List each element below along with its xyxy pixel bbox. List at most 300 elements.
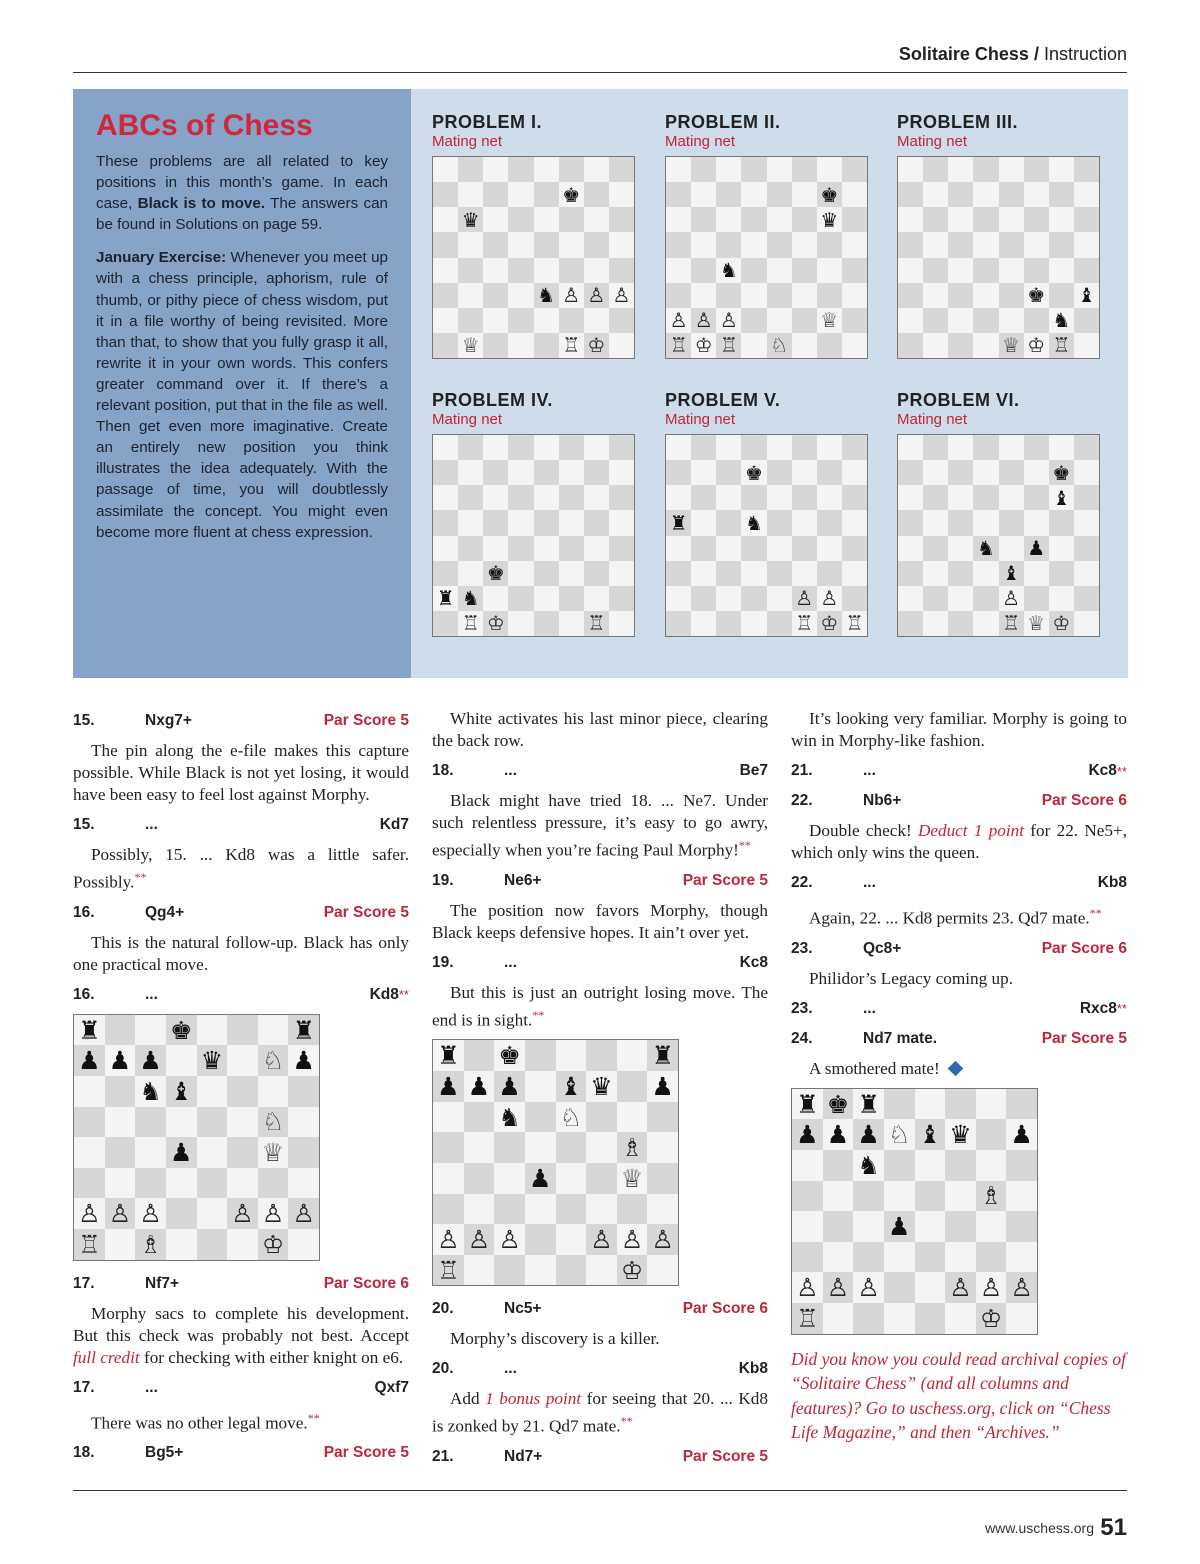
board-square xyxy=(1049,308,1074,333)
board-square xyxy=(945,1303,976,1334)
board-square xyxy=(458,586,483,611)
board-square xyxy=(105,1076,136,1107)
par-score: Par Score 5 xyxy=(323,903,409,921)
board-square xyxy=(898,611,923,636)
board-square xyxy=(842,308,867,333)
white-bishop-icon: ♗ xyxy=(979,1181,1003,1211)
chess-board xyxy=(897,434,1100,637)
board-square xyxy=(464,1071,495,1102)
board-square xyxy=(586,1224,617,1255)
chess-board xyxy=(432,434,635,637)
board-square xyxy=(1024,586,1049,611)
board-square xyxy=(433,586,458,611)
abc-exercise xyxy=(96,247,388,542)
answer-mark: ** xyxy=(738,838,751,852)
board-square xyxy=(433,1132,464,1163)
black-bishop-icon: ♝ xyxy=(559,1071,583,1101)
black-rook-icon: ♜ xyxy=(436,586,455,611)
problem-subtitle: Mating net xyxy=(897,411,968,428)
board-square xyxy=(884,1181,915,1212)
move-line xyxy=(791,790,1127,812)
board-square xyxy=(823,1303,854,1334)
board-square xyxy=(508,157,533,182)
board-square xyxy=(433,435,458,460)
game-diagram xyxy=(791,1088,1038,1335)
abc-intro xyxy=(96,151,388,235)
board-square xyxy=(1074,182,1099,207)
board-square xyxy=(584,561,609,586)
black-pawn-icon: ♟ xyxy=(169,1138,193,1168)
board-square xyxy=(534,283,559,308)
white-pawn-icon: ♙ xyxy=(820,586,839,611)
board-square xyxy=(1049,435,1074,460)
move: Qc8+ xyxy=(863,939,902,957)
move: Nf7+ xyxy=(145,1274,180,1292)
board-square xyxy=(458,435,483,460)
black-pawn-icon: ♟ xyxy=(528,1163,552,1193)
move: Ne6+ xyxy=(504,871,542,889)
move-line xyxy=(791,760,1127,782)
commentary: White activates his last minor piece, clearing the back row. xyxy=(432,709,768,750)
board-square xyxy=(741,333,766,358)
white-knight-icon: ♘ xyxy=(261,1046,285,1076)
board-square xyxy=(817,207,842,232)
board-square xyxy=(227,1229,258,1260)
board-square xyxy=(1074,485,1099,510)
board-square xyxy=(792,536,817,561)
white-pawn-icon: ♙ xyxy=(498,1225,521,1255)
move-number: 17. xyxy=(73,1274,95,1292)
board-square xyxy=(1074,611,1099,636)
white-pawn-icon: ♙ xyxy=(587,283,606,308)
board-square xyxy=(227,1198,258,1229)
board-square xyxy=(1074,561,1099,586)
board-square xyxy=(973,232,998,257)
board-square xyxy=(1074,435,1099,460)
board-square xyxy=(898,460,923,485)
board-square xyxy=(999,182,1024,207)
board-square xyxy=(999,232,1024,257)
board-square xyxy=(1006,1303,1037,1334)
board-square xyxy=(817,510,842,535)
black-king-icon: ♚ xyxy=(1027,283,1046,308)
board-square xyxy=(1049,510,1074,535)
board-square xyxy=(556,1224,587,1255)
board-square xyxy=(647,1194,678,1225)
board-square xyxy=(483,460,508,485)
board-square xyxy=(973,561,998,586)
board-square xyxy=(534,258,559,283)
board-square xyxy=(976,1150,1007,1181)
board-square xyxy=(898,258,923,283)
board-square xyxy=(973,586,998,611)
board-square xyxy=(197,1076,228,1107)
board-square xyxy=(559,510,584,535)
board-square xyxy=(609,333,634,358)
board-square xyxy=(74,1168,105,1199)
board-square xyxy=(197,1015,228,1046)
board-square xyxy=(999,333,1024,358)
move: Qg4+ xyxy=(145,903,185,921)
board-square xyxy=(74,1076,105,1107)
board-square xyxy=(525,1163,556,1194)
board-square xyxy=(948,460,973,485)
board-square xyxy=(508,182,533,207)
board-square xyxy=(817,435,842,460)
black-pawn-icon: ♟ xyxy=(498,1071,521,1101)
black-knight-icon: ♞ xyxy=(857,1150,880,1180)
board-square xyxy=(666,611,691,636)
board-square xyxy=(105,1045,136,1076)
board-square xyxy=(609,308,634,333)
chess-board xyxy=(432,156,635,359)
board-square xyxy=(227,1107,258,1138)
black-pawn-icon: ♟ xyxy=(292,1046,315,1076)
board-square xyxy=(483,157,508,182)
white-pawn-icon: ♙ xyxy=(467,1225,491,1255)
board-square xyxy=(716,536,741,561)
problem-subtitle: Mating net xyxy=(432,133,503,150)
board-square xyxy=(534,561,559,586)
board-square xyxy=(1006,1089,1037,1120)
board-square xyxy=(483,283,508,308)
white-rook-icon: ♖ xyxy=(796,1303,819,1333)
black-bishop-icon: ♝ xyxy=(1077,283,1096,308)
white-pawn-icon: ♙ xyxy=(719,308,738,333)
board-square xyxy=(525,1224,556,1255)
board-square xyxy=(1006,1242,1037,1273)
board-square xyxy=(609,611,634,636)
board-square xyxy=(915,1150,946,1181)
board-square xyxy=(556,1132,587,1163)
black-pawn-icon: ♟ xyxy=(887,1212,911,1242)
problem-title: PROBLEM IV. xyxy=(432,390,553,410)
bonus-note: 1 bonus point xyxy=(485,1389,582,1409)
board-square xyxy=(853,1089,884,1120)
white-king-icon: ♔ xyxy=(820,611,839,636)
board-square xyxy=(999,435,1024,460)
board-square xyxy=(792,485,817,510)
board-square xyxy=(1049,460,1074,485)
board-square xyxy=(915,1303,946,1334)
commentary-text: Morphy sacs to complete his development. But this check was probably not best. Accept xyxy=(73,1303,409,1345)
board-square xyxy=(948,207,973,232)
board-square xyxy=(559,157,584,182)
board-square xyxy=(586,1163,617,1194)
white-pawn-icon: ♙ xyxy=(826,1273,850,1303)
board-square xyxy=(135,1045,166,1076)
board-square xyxy=(884,1150,915,1181)
board-square xyxy=(525,1132,556,1163)
white-rook-icon: ♖ xyxy=(719,333,738,358)
black-bishop-icon: ♝ xyxy=(918,1120,942,1150)
move-number: 20. xyxy=(432,1360,454,1378)
board-square xyxy=(483,258,508,283)
board-square xyxy=(508,258,533,283)
chess-board xyxy=(897,156,1100,359)
commentary xyxy=(791,902,1127,930)
par-score: Par Score 5 xyxy=(682,871,768,889)
board-square xyxy=(258,1229,289,1260)
move-line xyxy=(73,984,409,1006)
page-header xyxy=(73,44,1127,73)
white-knight-icon: ♘ xyxy=(770,333,789,358)
board-square xyxy=(433,1194,464,1225)
board-square xyxy=(842,536,867,561)
board-square xyxy=(973,258,998,283)
board-square xyxy=(999,460,1024,485)
board-square xyxy=(817,157,842,182)
answer-mark: ** xyxy=(620,1414,633,1429)
board-square xyxy=(1024,283,1049,308)
white-rook-icon: ♖ xyxy=(437,1255,460,1285)
board-square xyxy=(135,1137,166,1168)
board-square xyxy=(792,333,817,358)
board-square xyxy=(1024,207,1049,232)
board-square xyxy=(948,435,973,460)
page-number: 51 xyxy=(1100,1514,1127,1541)
board-square xyxy=(666,485,691,510)
board-square xyxy=(976,1119,1007,1150)
black-bishop-icon: ♝ xyxy=(1002,561,1021,586)
board-square xyxy=(716,485,741,510)
board-square xyxy=(483,561,508,586)
black-rook-icon: ♜ xyxy=(437,1041,460,1071)
move-line xyxy=(73,902,409,924)
board-square xyxy=(853,1181,884,1212)
board-square xyxy=(973,536,998,561)
black-knight-icon: ♞ xyxy=(719,258,738,283)
board-square xyxy=(666,157,691,182)
board-square xyxy=(1049,182,1074,207)
board-square xyxy=(948,333,973,358)
board-square xyxy=(166,1137,197,1168)
board-square xyxy=(898,283,923,308)
board-square xyxy=(666,333,691,358)
board-square xyxy=(792,460,817,485)
board-square xyxy=(1049,207,1074,232)
commentary: It’s looking very familiar. Morphy is going to win in Morphy-like fashion. xyxy=(791,709,1127,750)
board-square xyxy=(494,1040,525,1071)
board-square xyxy=(494,1194,525,1225)
commentary: The position now favors Morphy, though Black keeps defensive hopes. It ain’t over yet. xyxy=(432,900,768,942)
commentary xyxy=(791,1058,1127,1080)
board-square xyxy=(433,1224,464,1255)
board-square xyxy=(716,308,741,333)
board-square xyxy=(1074,460,1099,485)
commentary: Philidor’s Legacy coming up. xyxy=(809,968,1013,988)
problem-title: PROBLEM VI. xyxy=(897,390,1020,410)
board-square xyxy=(559,611,584,636)
board-square xyxy=(716,460,741,485)
board-square xyxy=(584,485,609,510)
white-rook-icon: ♖ xyxy=(78,1229,101,1259)
move-line xyxy=(73,710,409,732)
board-square xyxy=(433,1102,464,1133)
white-bishop-icon: ♗ xyxy=(620,1133,644,1163)
move-line xyxy=(432,870,768,892)
board-square xyxy=(559,536,584,561)
board-square xyxy=(1024,510,1049,535)
commentary-text: There was no other legal move. xyxy=(91,1413,308,1433)
white-pawn-icon: ♙ xyxy=(651,1225,674,1255)
black-pawn-icon: ♟ xyxy=(1027,536,1046,561)
board-square xyxy=(691,510,716,535)
move: ... xyxy=(863,874,876,891)
board-square xyxy=(691,561,716,586)
board-square xyxy=(135,1107,166,1138)
board-square xyxy=(1024,308,1049,333)
white-knight-icon: ♘ xyxy=(559,1102,583,1132)
board-square xyxy=(898,308,923,333)
board-square xyxy=(691,611,716,636)
board-square xyxy=(534,157,559,182)
commentary: This is the natural follow-up. Black has only one practical move. xyxy=(73,932,409,974)
board-square xyxy=(609,561,634,586)
board-square xyxy=(999,207,1024,232)
par-score: Par Score 5 xyxy=(682,1448,768,1466)
board-square xyxy=(923,611,948,636)
board-square xyxy=(666,510,691,535)
board-square xyxy=(1074,232,1099,257)
board-square xyxy=(792,1303,823,1334)
commentary xyxy=(73,1303,409,1369)
problem-title: PROBLEM II. xyxy=(665,112,781,132)
board-square xyxy=(945,1150,976,1181)
board-square xyxy=(556,1194,587,1225)
move-number: 19. xyxy=(432,953,454,971)
board-square xyxy=(227,1045,258,1076)
board-square xyxy=(534,611,559,636)
black-king-icon: ♚ xyxy=(169,1015,193,1045)
board-square xyxy=(584,611,609,636)
board-square xyxy=(817,333,842,358)
move-number: 23. xyxy=(791,939,813,957)
board-square xyxy=(741,182,766,207)
board-square xyxy=(559,232,584,257)
board-square xyxy=(288,1198,319,1229)
board-square xyxy=(817,283,842,308)
board-square xyxy=(433,1040,464,1071)
answer-mark: ** xyxy=(1089,906,1102,920)
move-number: 24. xyxy=(791,1029,813,1047)
move: Bg5+ xyxy=(145,1444,184,1462)
white-king-icon: ♔ xyxy=(979,1303,1003,1333)
board-square xyxy=(691,435,716,460)
abc-text xyxy=(96,151,388,555)
board-square xyxy=(853,1303,884,1334)
white-pawn-icon: ♙ xyxy=(1010,1273,1033,1303)
commentary-text: for 22. Ne5+, which only wins the queen. xyxy=(791,821,1127,862)
board-square xyxy=(433,1163,464,1194)
board-square xyxy=(433,207,458,232)
board-square xyxy=(74,1107,105,1138)
board-square xyxy=(884,1303,915,1334)
board-square xyxy=(227,1076,258,1107)
board-square xyxy=(999,611,1024,636)
board-square xyxy=(948,510,973,535)
board-square xyxy=(559,333,584,358)
board-square xyxy=(973,157,998,182)
board-square xyxy=(792,1119,823,1150)
board-square xyxy=(433,1255,464,1286)
board-square xyxy=(586,1071,617,1102)
board-square xyxy=(586,1132,617,1163)
board-square xyxy=(1006,1150,1037,1181)
board-square xyxy=(973,333,998,358)
commentary-text: Again, 22. ... Kd8 permits 23. Qd7 mate. xyxy=(809,908,1090,928)
board-square xyxy=(691,333,716,358)
board-square xyxy=(884,1089,915,1120)
board-square xyxy=(288,1137,319,1168)
white-king-icon: ♔ xyxy=(587,333,606,358)
par-score: Par Score 6 xyxy=(323,1274,409,1292)
board-square xyxy=(999,561,1024,586)
white-pawn-icon: ♙ xyxy=(795,586,814,611)
board-square xyxy=(105,1137,136,1168)
move-number: 18. xyxy=(73,1444,95,1462)
move-number: 19. xyxy=(432,871,454,889)
board-square xyxy=(609,258,634,283)
commentary xyxy=(73,1407,409,1435)
board-square xyxy=(227,1015,258,1046)
board-square xyxy=(166,1045,197,1076)
move-number: 16. xyxy=(73,903,95,921)
board-square xyxy=(923,435,948,460)
abc-intro-bold: Black is to move. xyxy=(137,195,266,213)
board-square xyxy=(197,1168,228,1199)
board-square xyxy=(197,1198,228,1229)
board-square xyxy=(948,258,973,283)
board-square xyxy=(842,611,867,636)
board-square xyxy=(741,586,766,611)
board-square xyxy=(948,232,973,257)
commentary-text: A smothered mate! xyxy=(809,1058,940,1078)
site-url: www.uschess.org xyxy=(985,1520,1094,1536)
board-square xyxy=(666,460,691,485)
black-knight-icon: ♞ xyxy=(744,510,763,535)
board-square xyxy=(741,536,766,561)
board-square xyxy=(433,1071,464,1102)
white-pawn-icon: ♙ xyxy=(949,1273,972,1303)
board-square xyxy=(508,232,533,257)
board-square xyxy=(609,460,634,485)
board-square xyxy=(923,283,948,308)
problem-subtitle: Mating net xyxy=(432,411,503,428)
move: Nxg7+ xyxy=(145,712,192,729)
board-square xyxy=(135,1198,166,1229)
board-square xyxy=(823,1089,854,1120)
board-square xyxy=(716,232,741,257)
board-square xyxy=(1024,232,1049,257)
board-square xyxy=(584,283,609,308)
white-knight-icon: ♘ xyxy=(261,1107,285,1137)
board-square xyxy=(617,1255,648,1286)
board-square xyxy=(458,510,483,535)
board-square xyxy=(767,232,792,257)
board-square xyxy=(609,283,634,308)
board-square xyxy=(1074,207,1099,232)
board-square xyxy=(792,308,817,333)
board-square xyxy=(842,485,867,510)
board-square xyxy=(494,1224,525,1255)
black-queen-icon: ♛ xyxy=(590,1071,613,1101)
white-pawn-icon: ♙ xyxy=(437,1225,460,1255)
black-queen-icon: ♛ xyxy=(820,207,839,232)
move-line xyxy=(432,1358,768,1380)
white-pawn-icon: ♙ xyxy=(231,1199,254,1229)
move-line xyxy=(73,1273,409,1295)
